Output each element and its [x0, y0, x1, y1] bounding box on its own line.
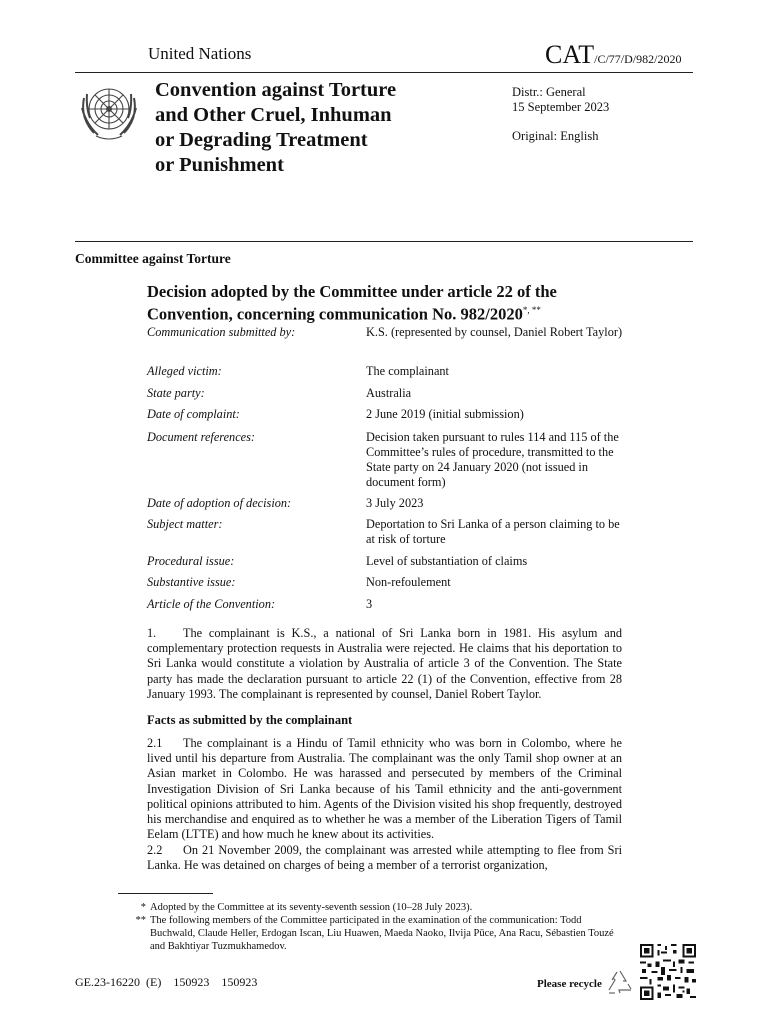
footnote	[118, 914, 618, 953]
summary-value: Level of substantiation of claims	[366, 554, 528, 568]
summary-label: Document references:	[147, 430, 256, 444]
summary-value: 3	[366, 597, 373, 611]
recycle-text: Please recycle	[537, 978, 602, 990]
summary-label: Date of complaint:	[147, 407, 240, 421]
paragraph-text: The complainant is K.S., a national of Sri Lanka born in 1981. His asylum and complementary protection requests in Australia were rejected. He claims that his deportation to Sri Lanka would constitute a violation by Australia of article 3 of the Convention. The State party has made the declaration pursuant to article 22 (1) of the Convention, effective from 28 January 1993. The complainant is represented by counsel, Daniel Robert Taylor.	[147, 626, 622, 701]
paragraph-text: The complainant is a Hindu of Tamil ethnicity who was born in Colombo, where he lived until his departure from Australia. The complainant was the only Tamil shop owner at an Asian market in Colombo. He was harassed and persecuted by members of the Criminal Investigation Division of Sri Lanka because of his Tamil ethnicity and the anti-government political opinions attributed to him. Agents of the Division visited his shop frequently, destroyed his merchandise and enquired as to whether he was a member of the Liberation Tigers of Tamil Eelam (LTTE) and how much he knew about its activities.	[147, 736, 622, 842]
paragraph	[147, 843, 622, 873]
convention-title-line: and Other Cruel, Inhuman	[155, 104, 392, 126]
un-emblem-icon	[76, 78, 142, 144]
summary-value: Deportation to Sri Lanka of a person claiming to be at risk of torture	[366, 517, 620, 546]
original-language: Original: English	[512, 129, 599, 143]
footnote-text: Adopted by the Committee at its seventy-seventh session (10–28 July 2023).	[150, 902, 473, 913]
summary-label: Procedural issue:	[147, 554, 235, 568]
document-code: GE.23-16220 (E) 150923 150923	[75, 975, 258, 989]
paragraph-text: On 21 November 2009, the complainant was arrested while attempting to flee from Sri Lanka. He was detained on charges of being a member of a terrorist organization,	[147, 843, 622, 873]
recycle-icon	[606, 968, 634, 996]
header-rule	[75, 72, 693, 73]
summary-value: 2 June 2019 (initial submission)	[366, 407, 524, 421]
document-symbol	[545, 40, 681, 70]
footnote-marks: *, **	[522, 305, 541, 315]
paragraph-number: 2.2	[147, 843, 163, 857]
convention-title	[155, 78, 495, 178]
summary-value: The complainant	[366, 364, 449, 378]
symbol-sub: /C/77/D/982/2020	[594, 52, 682, 66]
summary-label: Article of the Convention:	[147, 597, 276, 611]
summary-value: Decision taken pursuant to rules 114 and 115 of the Committee’s rules of procedure, transmitted to the State party on 24 January 2020 (not issued in document form)	[366, 430, 619, 489]
symbol-main: CAT	[545, 40, 595, 69]
footnote-mark: *	[140, 902, 146, 913]
footnote-text: The following members of the Committee participated in the examination of the communication: Todd Buchwald, Claude Heller, Erdogan Iscan, Liu Huawen, Maeda Naoko, Ilvija Pūce, Ana Racu, Sébastien Touzé and Bakhtiyar Tuzmukhamedov.	[150, 915, 614, 952]
footnote	[118, 901, 618, 914]
summary-label: Date of adoption of decision:	[147, 496, 292, 510]
paragraph	[147, 626, 622, 702]
summary-label: Alleged victim:	[147, 364, 222, 378]
summary-value: Non-refoulement	[366, 575, 451, 589]
convention-title-line: or Punishment	[155, 154, 284, 176]
issue-date: 15 September 2023	[512, 100, 610, 114]
organization-name: United Nations	[148, 44, 252, 63]
summary-label: Substantive issue:	[147, 575, 236, 589]
section-heading: Facts as submitted by the complainant	[147, 713, 353, 727]
summary-label: State party:	[147, 386, 205, 400]
decision-title-line: Convention, concerning communication No. 982/2020	[147, 304, 523, 324]
summary-value: 3 July 2023	[366, 496, 424, 510]
summary-label: Communication submitted by:	[147, 325, 296, 339]
paragraph-number: 1.	[147, 626, 157, 640]
committee-name: Committee against Torture	[75, 251, 231, 266]
convention-title-line: or Degrading Treatment	[155, 129, 368, 151]
paragraph-number: 2.1	[147, 736, 163, 750]
decision-title	[147, 282, 667, 324]
paragraph	[147, 736, 622, 842]
summary-value: K.S. (represented by counsel, Daniel Robert Taylor)	[366, 325, 623, 339]
section-rule	[75, 241, 693, 242]
convention-title-line: Convention against Torture	[155, 79, 397, 101]
summary-value: Australia	[366, 386, 412, 400]
decision-title-line: Decision adopted by the Committee under article 22 of the	[147, 282, 557, 301]
summary-label: Subject matter:	[147, 517, 223, 531]
footnote-mark: **	[135, 915, 146, 926]
footnote-rule	[118, 893, 213, 894]
qr-code-icon	[640, 944, 696, 1000]
distribution: Distr.: General	[512, 85, 586, 99]
